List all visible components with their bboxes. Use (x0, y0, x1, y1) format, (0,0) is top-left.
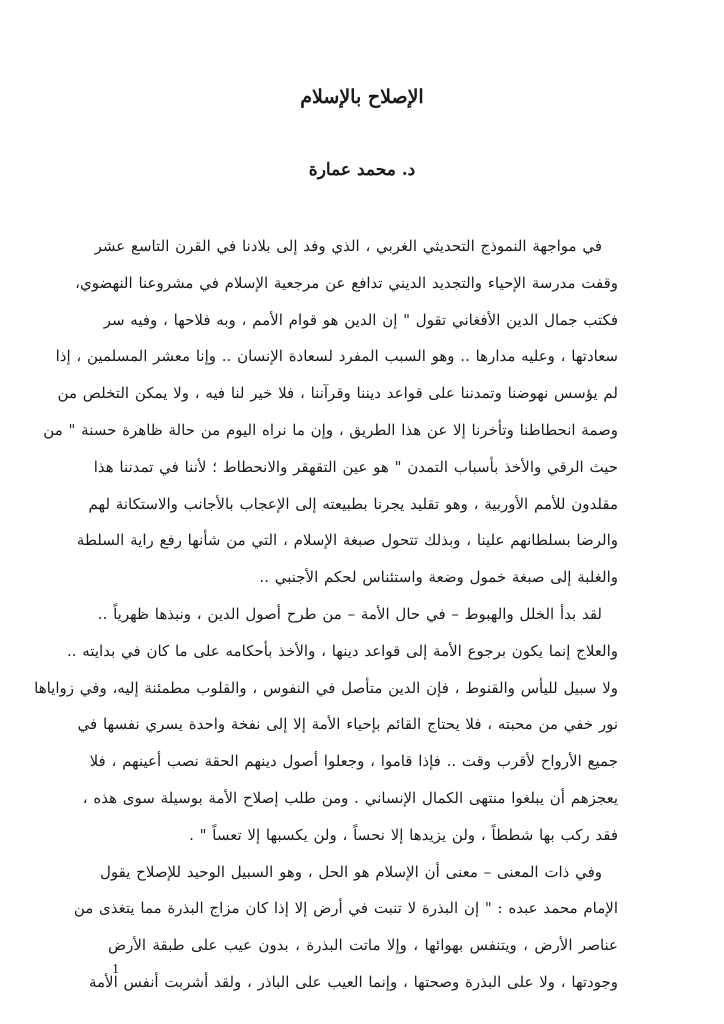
text-line: نور خفي من محبته ، فلا يحتاج القائم بإحياء الأمة إلا إلى نفخة واحدة يسري نفسها في (77, 715, 618, 734)
text-line: جميع الأرواح لأقرب وقت .. فإذا قاموا ، وجعلوا أصول دينهم الحقة نصب أعينهم ، فلا (89, 752, 618, 771)
text-line: والغلبة إلى صبغة خمول وضعة واستئناس لحكم الأجنبي .. (259, 568, 618, 587)
article-body (34, 228, 618, 1001)
text-line: وقفت مدرسة الإحياء والتجديد الديني تدافع عن مرجعية الإسلام في مشروعنا النهضوي، (75, 273, 618, 292)
text-line: عناصر الأرض ، ويتنفس بهوائها ، وإلا ماتت البذرة ، بدون عيب على طبقة الأرض (108, 936, 618, 955)
text-line: حيث الرقي والأخذ بأسباب التمدن " هو عين التقهقر والانحطاط ؛ لأننا في تمدننا هذا (93, 457, 618, 476)
text-line: والرضا بسلطانهم علينا ، وبذلك تتحول صبغة الإسلام ، التي من شأنها رفع راية السلطة (76, 531, 618, 550)
text-line: لقد بدأ الخلل والهبوط – في حال الأمة – من طرح أصول الدين ، ونبذها ظهرياً .. (97, 604, 602, 623)
text-line: وجودتها ، ولا على البذرة وصحتها ، وإنما العيب على الباذر ، ولقد أشربت أنفس الأمة (88, 972, 618, 991)
text-line: في مواجهة النموذج التحديثي الغربي ، الذي وفد إلى بلادنا في القرن التاسع عشر (94, 237, 602, 255)
text-line: لم يؤسس نهوضنا وتمدننا على قواعد ديننا وقرآننا ، فلا خير لنا فيه ، ولا يمكن التخلص من (57, 384, 618, 403)
text-line: الإمام محمد عبده : " إن البذرة لا تنبت في أرض إلا إذا كان مزاج البذرة مما يتغذى من (73, 899, 618, 918)
text-line: ولا سبيل لليأس والقنوط ، فإن الدين متأصل في النفوس ، والقلوب مطمئنة إليه، وفي زواياها (34, 678, 618, 697)
text-line: فكتب جمال الدين الأفغاني تقول " إن الدين هو قوام الأمم ، وبه فلاحها ، وفيه سر (103, 310, 618, 329)
text-line: يعجزهم أن يبلغوا منتهى الكمال الإنساني . ومن طلب إصلاح الأمة بوسيلة سوى هذه ، (82, 788, 618, 807)
text-line: وصمة انحطاطنا وتأخرنا إلا عن هذا الطريق ، وإن ما نراه اليوم من حالة ظاهرة حسنة " من (43, 420, 618, 439)
text-line: سعادتها ، وعليه مدارها .. وهو السبب المفرد لسعادة الإنسان .. وإنا معشر المسلمين ، إذا (55, 347, 618, 366)
text-line: وفي ذات المعنى – معنى أن الإسلام هو الحل ، وهو السبيل الوحيد للإصلاح يقول (100, 862, 602, 881)
author-name: د. محمد عمارة (308, 160, 416, 180)
document-title: الإصلاح بالإسلام (300, 86, 424, 108)
text-line: مقلدون للأمم الأوربية ، وهو تقليد يجرنا بطبيعته إلى الإعجاب بالأجانب والاستكانة لهم (88, 494, 618, 513)
page-number: 1 (112, 962, 119, 977)
text-line: والعلاج إنما يكون برجوع الأمة إلى قواعد دينها ، والأخذ بأحكامه على ما كان في بدايته .. (66, 641, 618, 660)
text-line: فقد ركب بها شططاً ، ولن يزيدها إلا نحساً ، ولن يكسبها إلا تعساً " . (189, 825, 618, 844)
